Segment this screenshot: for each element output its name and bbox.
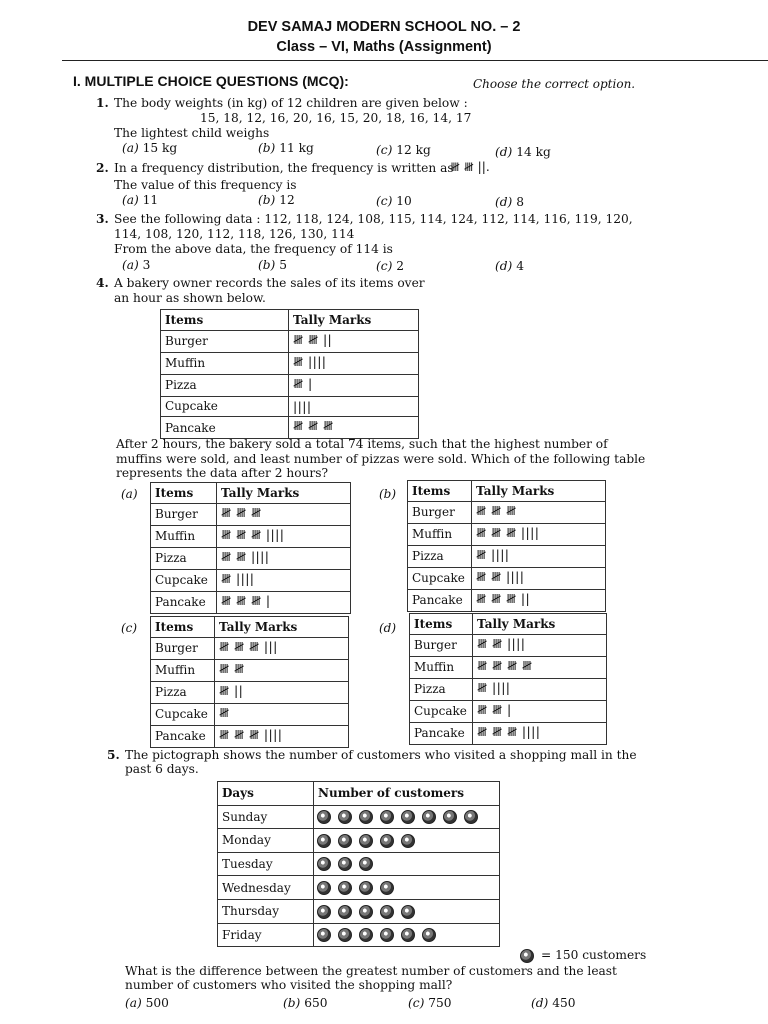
customer-symbol-icon [401,834,415,848]
q2-ask: The value of this frequency is [114,178,297,192]
q4-option-c-table [150,616,349,748]
table-row [151,637,349,659]
customer-symbol-icon [464,810,478,824]
table-header-cell: Tally Marks [289,310,419,331]
tally-cell: 𝍸 𝍸 [215,659,349,681]
q1-option-d: (d) 14 kg [495,145,551,159]
q4-option-d-table [409,613,607,745]
tally-cell: 𝍸 𝍸 || [289,330,419,352]
q4-para-1: After 2 hours, the bakery sold a total 74 items, such that the highest number of [116,437,608,451]
item-cell: Pizza [151,681,215,703]
table-row [151,681,349,703]
item-cell: Burger [161,330,289,352]
q1-text: The body weights (in kg) of 12 children are given below : [114,96,468,110]
table-row [410,700,607,722]
table-row [161,330,419,352]
q4-text-2: an hour as shown below. [114,291,266,305]
customer-symbol-icon [317,810,331,824]
table-header-cell: Items [161,310,289,331]
q4-para-2: muffins were sold, and least number of pizzas were sold. Which of the following table [116,452,646,466]
item-cell: Cupcake [408,567,472,589]
q5-text-2: past 6 days. [125,762,199,776]
item-cell: Pizza [410,678,473,700]
customer-symbol-icon [380,810,394,824]
q2-option-c: (c) 10 [376,194,412,208]
table-row [151,591,351,613]
customer-symbol-icon [317,881,331,895]
table-row [151,525,351,547]
customer-symbol-icon [359,928,373,942]
tally-cell: 𝍸 |||| [473,678,607,700]
tally-cell: 𝍸 𝍸 𝍸 [472,501,606,523]
q1-option-a: (a) 15 kg [122,141,178,155]
q2-tally: 𝍸 𝍸 ||. [450,160,490,174]
table-header-cell: Number of customers [314,782,500,806]
customer-symbol-icon [380,928,394,942]
table-header-row [218,782,500,806]
table-row [161,352,419,374]
table-header-cell: Items [151,483,217,504]
q3-number: 3. [96,212,109,226]
customer-symbols [314,829,500,853]
item-cell: Pizza [408,545,472,567]
day-cell: Thursday [218,899,314,923]
header-rule [62,60,768,61]
customer-symbol-icon [380,834,394,848]
q4-option-b-label: (b) [379,487,397,501]
item-cell: Muffin [161,352,289,374]
table-row [151,703,349,725]
item-cell: Burger [151,503,217,525]
table-header-row [408,481,606,502]
day-cell: Tuesday [218,852,314,876]
q5-option-a: (a) 500 [125,996,169,1010]
q3-option-b: (b) 5 [258,258,287,272]
q1-option-b: (b) 11 kg [258,141,314,155]
tally-cell: 𝍸 𝍸 𝍸 [289,417,419,439]
table-row [218,899,500,923]
customer-symbol-icon [338,857,352,871]
tally-cell: 𝍸 𝍸 |||| [217,547,351,569]
table-row [408,589,606,611]
item-cell: Pancake [151,725,215,747]
tally-cell: |||| [289,396,419,417]
item-cell: Pancake [151,591,217,613]
table-row [161,396,419,417]
q2-text: In a frequency distribution, the frequency is written as [114,161,454,175]
tally-cell: 𝍸 𝍸 𝍸 ||| [215,637,349,659]
q4-option-d-label: (d) [379,621,397,635]
customer-symbols [314,876,500,900]
customer-symbol-icon [317,928,331,942]
q3-option-c: (c) 2 [376,259,404,273]
item-cell: Burger [151,637,215,659]
table-header-cell: Items [410,614,473,635]
customer-symbol-icon [380,881,394,895]
table-header-cell: Days [218,782,314,806]
table-row [161,417,419,439]
day-cell: Friday [218,923,314,947]
tally-cell: 𝍸 |||| [289,352,419,374]
q5-option-d: (d) 450 [531,996,576,1010]
q4-sales-table [160,309,419,439]
tally-cell: 𝍸 𝍸 |||| [472,567,606,589]
tally-cell: 𝍸 𝍸 𝍸 |||| [472,523,606,545]
item-cell: Pancake [410,722,473,744]
customer-symbol-icon [380,905,394,919]
q2-option-a: (a) 11 [122,193,159,207]
customer-symbol-icon [338,928,352,942]
tally-cell: 𝍸 𝍸 𝍸 |||| [215,725,349,747]
table-row [408,545,606,567]
tally-cell: 𝍸 |||| [217,569,351,591]
day-cell: Monday [218,829,314,853]
customer-symbol-icon [359,881,373,895]
tally-cell: 𝍸 | [289,374,419,396]
table-row [218,923,500,947]
table-row [151,547,351,569]
q4-option-b-table [407,480,606,612]
tally-cell: 𝍸 𝍸 𝍸 𝍸 [473,656,607,678]
q4-para-3: represents the data after 2 hours? [116,466,329,480]
tally-cell: 𝍸 𝍸 𝍸 |||| [217,525,351,547]
tally-cell: 𝍸 || [215,681,349,703]
customer-symbol-icon [359,857,373,871]
q4-text-1: A bakery owner records the sales of its items over [114,276,425,290]
customer-symbol-icon [338,834,352,848]
tally-cell: 𝍸 𝍸 |||| [473,634,607,656]
q3-ask: From the above data, the frequency of 114 is [114,242,393,256]
customer-symbol-icon [338,810,352,824]
q2-option-b: (b) 12 [258,193,295,207]
customer-symbol-icon [317,905,331,919]
item-cell: Pancake [161,417,289,439]
day-cell: Sunday [218,805,314,829]
customer-symbol-icon [359,810,373,824]
table-row [151,569,351,591]
q3-option-d: (d) 4 [495,259,524,273]
table-header-cell: Tally Marks [217,483,351,504]
table-row [408,567,606,589]
customer-symbol-icon [401,905,415,919]
table-row [151,503,351,525]
item-cell: Pizza [151,547,217,569]
q1-option-c: (c) 12 kg [376,143,431,157]
table-row [408,523,606,545]
table-row [410,678,607,700]
customer-symbol-icon [317,834,331,848]
table-row [151,725,349,747]
table-row [408,501,606,523]
item-cell: Cupcake [151,569,217,591]
item-cell: Burger [410,634,473,656]
item-cell: Burger [408,501,472,523]
q5-ask-2: number of customers who visited the shopping mall? [125,978,453,992]
q3-option-a: (a) 3 [122,258,151,272]
item-cell: Cupcake [151,703,215,725]
item-cell: Pancake [408,589,472,611]
table-header-cell: Items [151,617,215,638]
q4-option-a-table [150,482,351,614]
q1-data: 15, 18, 12, 16, 20, 16, 15, 20, 18, 16, 14, 17 [200,111,472,125]
table-row [218,805,500,829]
item-cell: Muffin [408,523,472,545]
day-cell: Wednesday [218,876,314,900]
tally-cell: 𝍸 𝍸 𝍸 | [217,591,351,613]
table-row [218,876,500,900]
class-title: Class – VI, Maths (Assignment) [276,39,492,55]
school-name: DEV SAMAJ MODERN SCHOOL NO. – 2 [247,19,521,35]
table-header-row [161,310,419,331]
table-row [410,656,607,678]
table-header-row [410,614,607,635]
table-header-row [151,617,349,638]
table-header-cell: Items [408,481,472,502]
tally-cell: 𝍸 𝍸 𝍸 |||| [473,722,607,744]
tally-cell: 𝍸 𝍸 | [473,700,607,722]
table-header-cell: Tally Marks [472,481,606,502]
tally-cell: 𝍸 [215,703,349,725]
customer-symbols [314,805,500,829]
item-cell: Muffin [151,525,217,547]
tally-cell: 𝍸 𝍸 𝍸 || [472,589,606,611]
q1-number: 1. [96,96,109,110]
q3-text-1: See the following data : 112, 118, 124, 108, 115, 114, 124, 112, 114, 116, 119, 120, [114,212,633,226]
item-cell: Cupcake [161,396,289,417]
customer-symbol-icon [422,810,436,824]
table-row [151,659,349,681]
q5-pictograph-table [217,781,500,947]
customer-symbol-icon [317,857,331,871]
q4-option-c-label: (c) [121,621,138,635]
customer-symbols [314,899,500,923]
customer-symbol-icon [401,810,415,824]
q5-text-1: The pictograph shows the number of customers who visited a shopping mall in the [125,748,637,762]
q4-number: 4. [96,276,109,290]
table-header-cell: Tally Marks [215,617,349,638]
customer-symbols [314,852,500,876]
key-text: = 150 customers [541,948,647,962]
item-cell: Pizza [161,374,289,396]
customer-symbol-icon [401,928,415,942]
q5-number: 5. [107,748,120,762]
q1-ask: The lightest child weighs [114,126,270,140]
table-row [161,374,419,396]
q5-ask-1: What is the difference between the greatest number of customers and the least [125,964,617,978]
table-row [410,634,607,656]
customer-symbol-icon [359,905,373,919]
q5-option-b: (b) 650 [283,996,328,1010]
q4-option-a-label: (a) [121,487,138,501]
section-instruction: Choose the correct option. [473,77,636,91]
item-cell: Muffin [151,659,215,681]
tally-cell: 𝍸 |||| [472,545,606,567]
customer-symbol-icon [443,810,457,824]
customer-symbol-icon [338,905,352,919]
pictograph-key [520,948,646,963]
customer-symbols [314,923,500,947]
item-cell: Cupcake [410,700,473,722]
table-header-cell: Tally Marks [473,614,607,635]
tally-cell: 𝍸 𝍸 𝍸 [217,503,351,525]
q2-option-d: (d) 8 [495,195,524,209]
section-title: I. MULTIPLE CHOICE QUESTIONS (MCQ): [73,73,349,89]
q2-number: 2. [96,161,109,175]
table-row [218,829,500,853]
item-cell: Muffin [410,656,473,678]
customer-symbol-icon [422,928,436,942]
q3-text-2: 114, 108, 120, 112, 118, 126, 130, 114 [114,227,355,241]
customer-symbol-icon [359,834,373,848]
table-row [410,722,607,744]
q5-option-c: (c) 750 [408,996,452,1010]
table-header-row [151,483,351,504]
customer-symbol-icon [520,949,534,963]
customer-symbol-icon [338,881,352,895]
table-row [218,852,500,876]
